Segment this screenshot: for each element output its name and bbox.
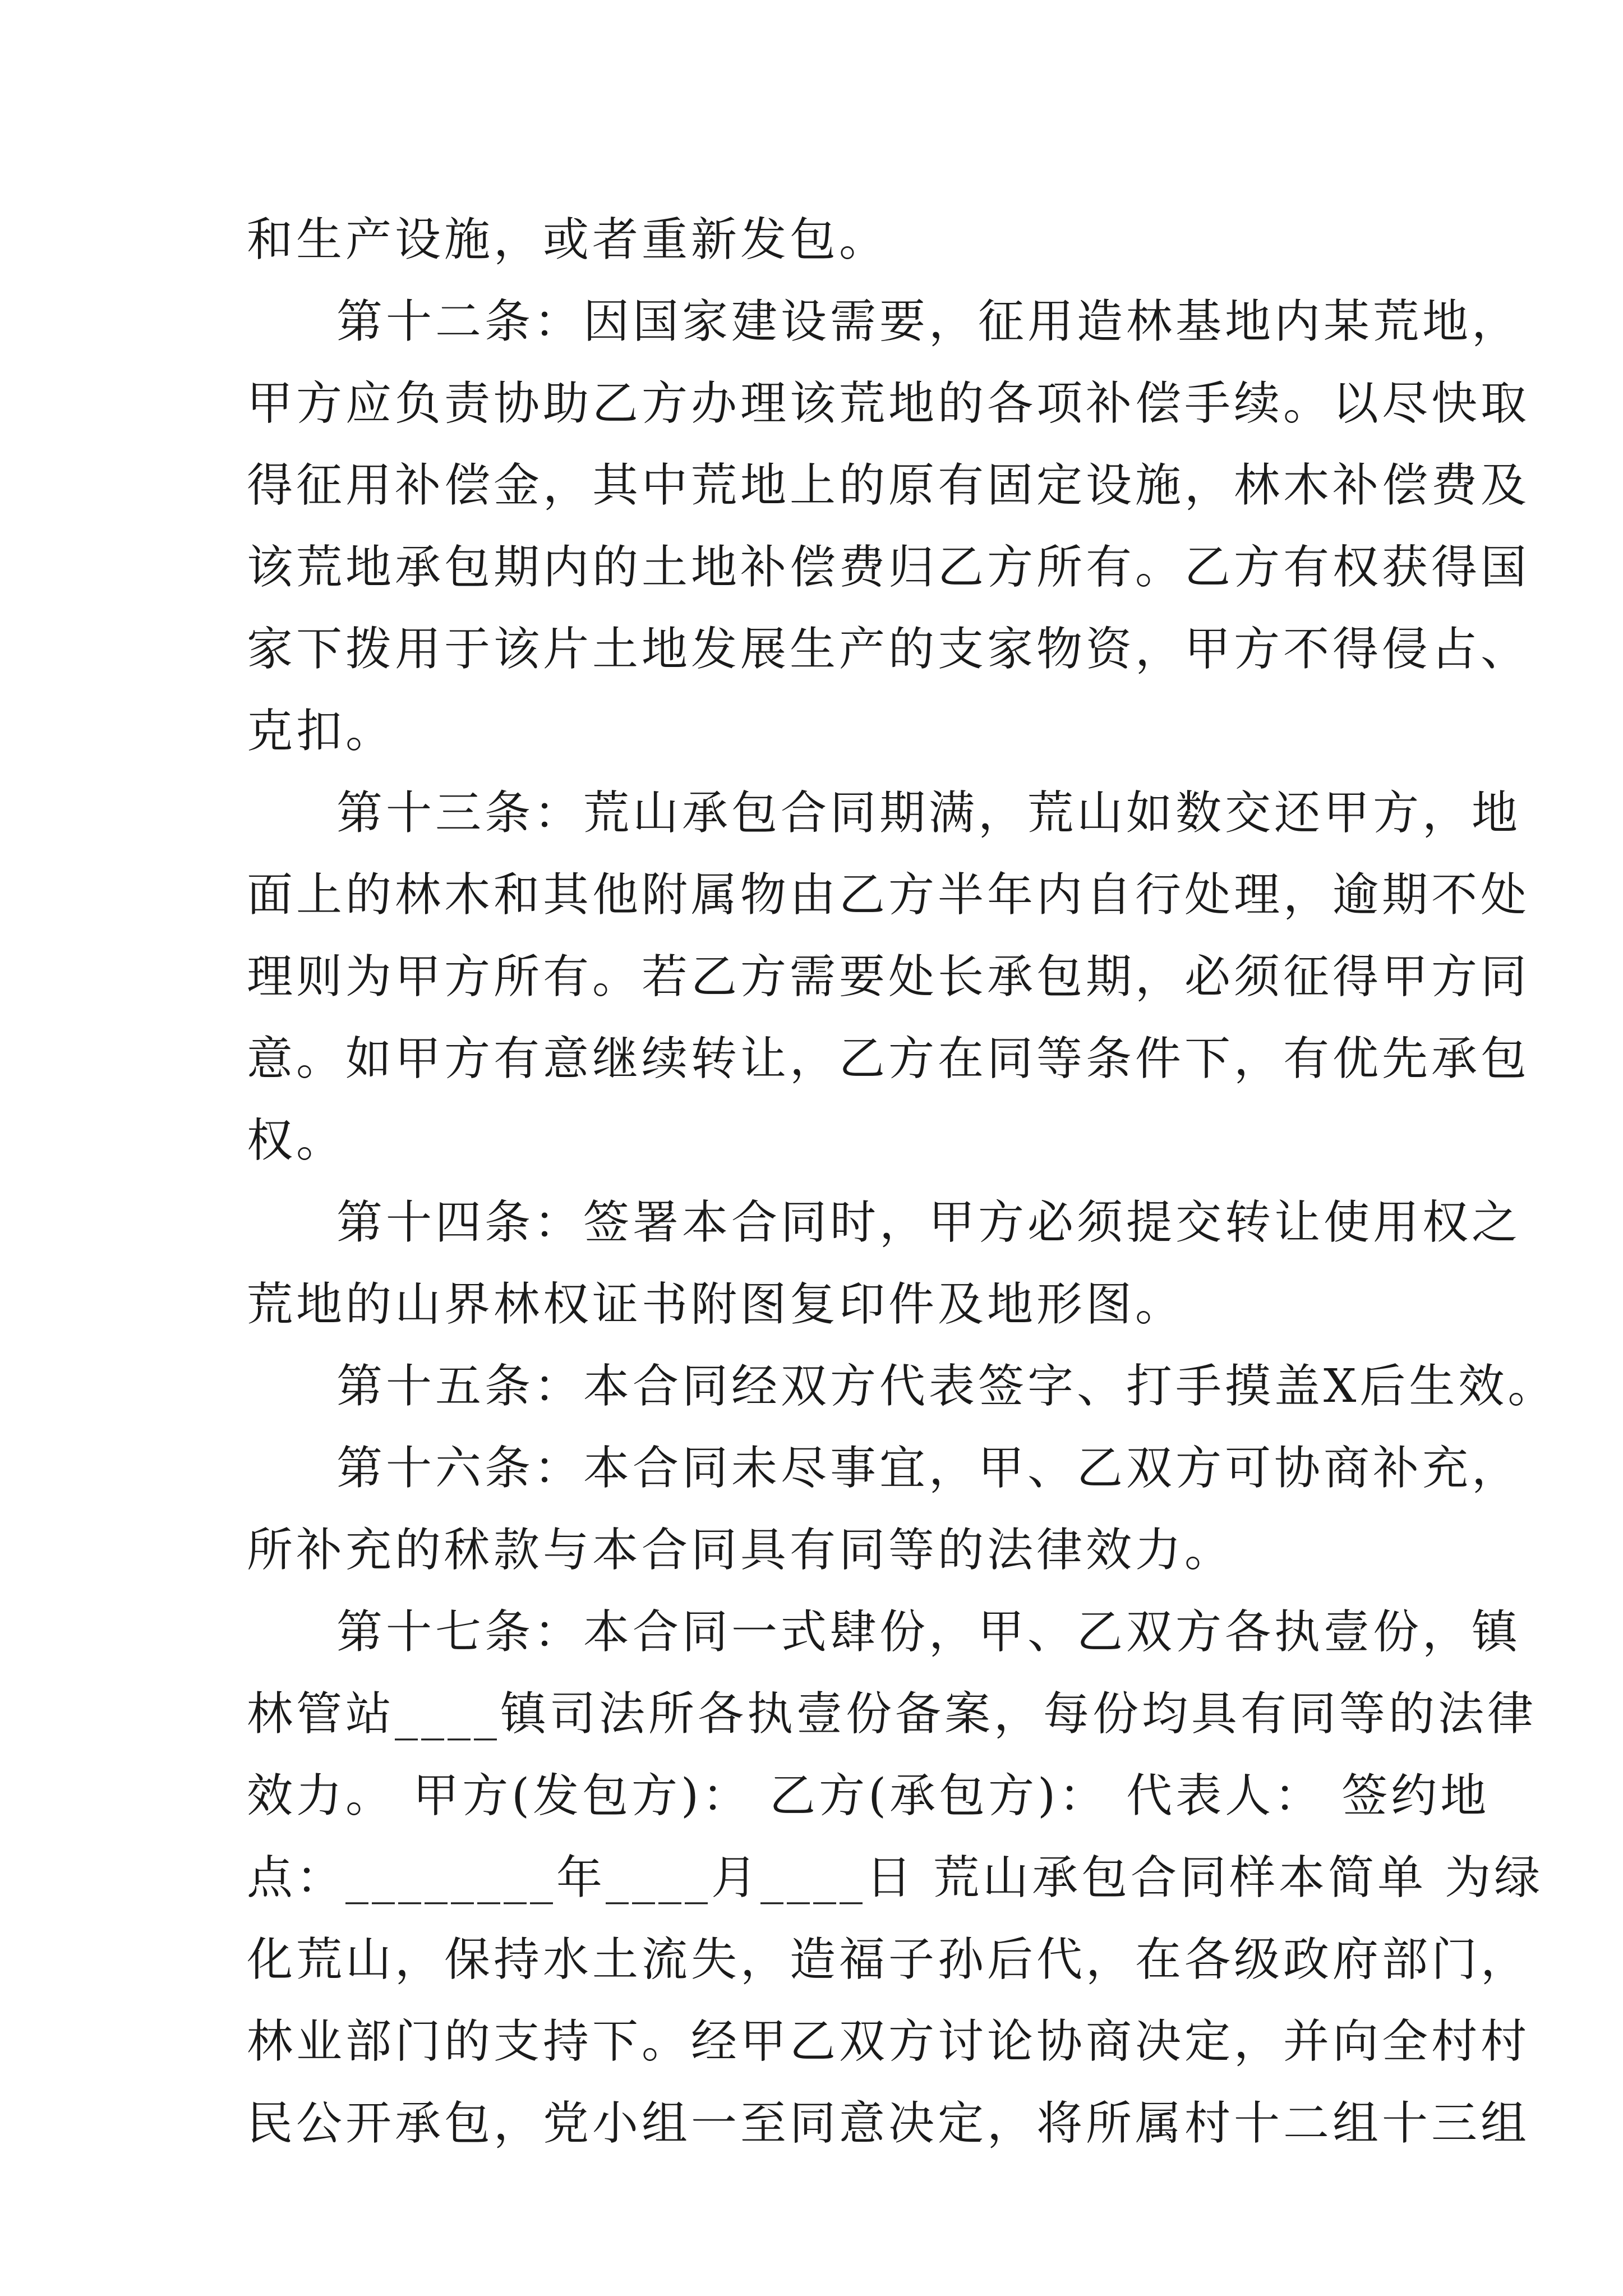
text-line: 荒地的山界林权证书附图复印件及地形图。 [247,1278,1185,1331]
text-line: 林管站____镇司法所各执壹份备案，每份均具有同等的法律 [247,1687,1537,1741]
text-line: 民公开承包，党小组一至同意决定，将所属村十二组十三组 [247,2097,1530,2150]
text-line: 林业部门的支持下。经甲乙双方讨论协商决定，并向全村村 [247,2015,1530,2068]
text-line: 第十二条：因国家建设需要，征用造林基地内某荒地， [336,295,1521,348]
text-line: 第十六条：本合同未尽事宜，甲、乙双方可协商补充， [336,1442,1521,1495]
text-line: 点：________年____月____日 荒山承包合同样本简单 为绿 [247,1851,1544,1904]
text-line: 权。 [247,1114,346,1167]
text-line: 甲方应负责协助乙方办理该荒地的各项补偿手续。以尽快取 [247,377,1530,430]
text-line: 面上的林木和其他附属物由乙方半年内自行处理，逾期不处 [247,868,1530,922]
text-line: 效力。 甲方(发包方)： 乙方(承包方)： 代表人： 签约地 [247,1769,1490,1823]
text-line: 所补充的秫款与本合同具有同等的法律效力。 [247,1524,1234,1577]
text-line: 得征用补偿金，其中荒地上的原有固定设施，林木补偿费及 [247,459,1530,512]
text-line: 家下拨用于该片土地发展生产的支家物资，甲方不得侵占、 [247,623,1530,676]
text-line: 化荒山，保持水土流失，造福子孙后代，在各级政府部门， [247,1933,1530,1986]
text-line: 克扣。 [247,705,395,758]
text-line: 第十三条：荒山承包合同期满，荒山如数交还甲方，地 [336,786,1521,840]
text-line: 第十五条：本合同经双方代表签字、打手摸盖X后生效。 [336,1360,1557,1413]
contract-body-text [247,199,1557,2165]
text-line: 和生产设施，或者重新发包。 [247,213,889,266]
text-line: 第十七条：本合同一式肆份，甲、乙双方各执壹份，镇 [336,1605,1521,1659]
text-line: 该荒地承包期内的土地补偿费归乙方所有。乙方有权获得国 [247,541,1530,594]
text-line: 理则为甲方所有。若乙方需要处长承包期，必须征得甲方同 [247,950,1530,1004]
text-line: 意。如甲方有意继续转让，乙方在同等条件下，有优先承包 [247,1032,1530,1085]
text-line: 第十四条：签署本合同时，甲方必须提交转让使用权之 [336,1196,1521,1249]
